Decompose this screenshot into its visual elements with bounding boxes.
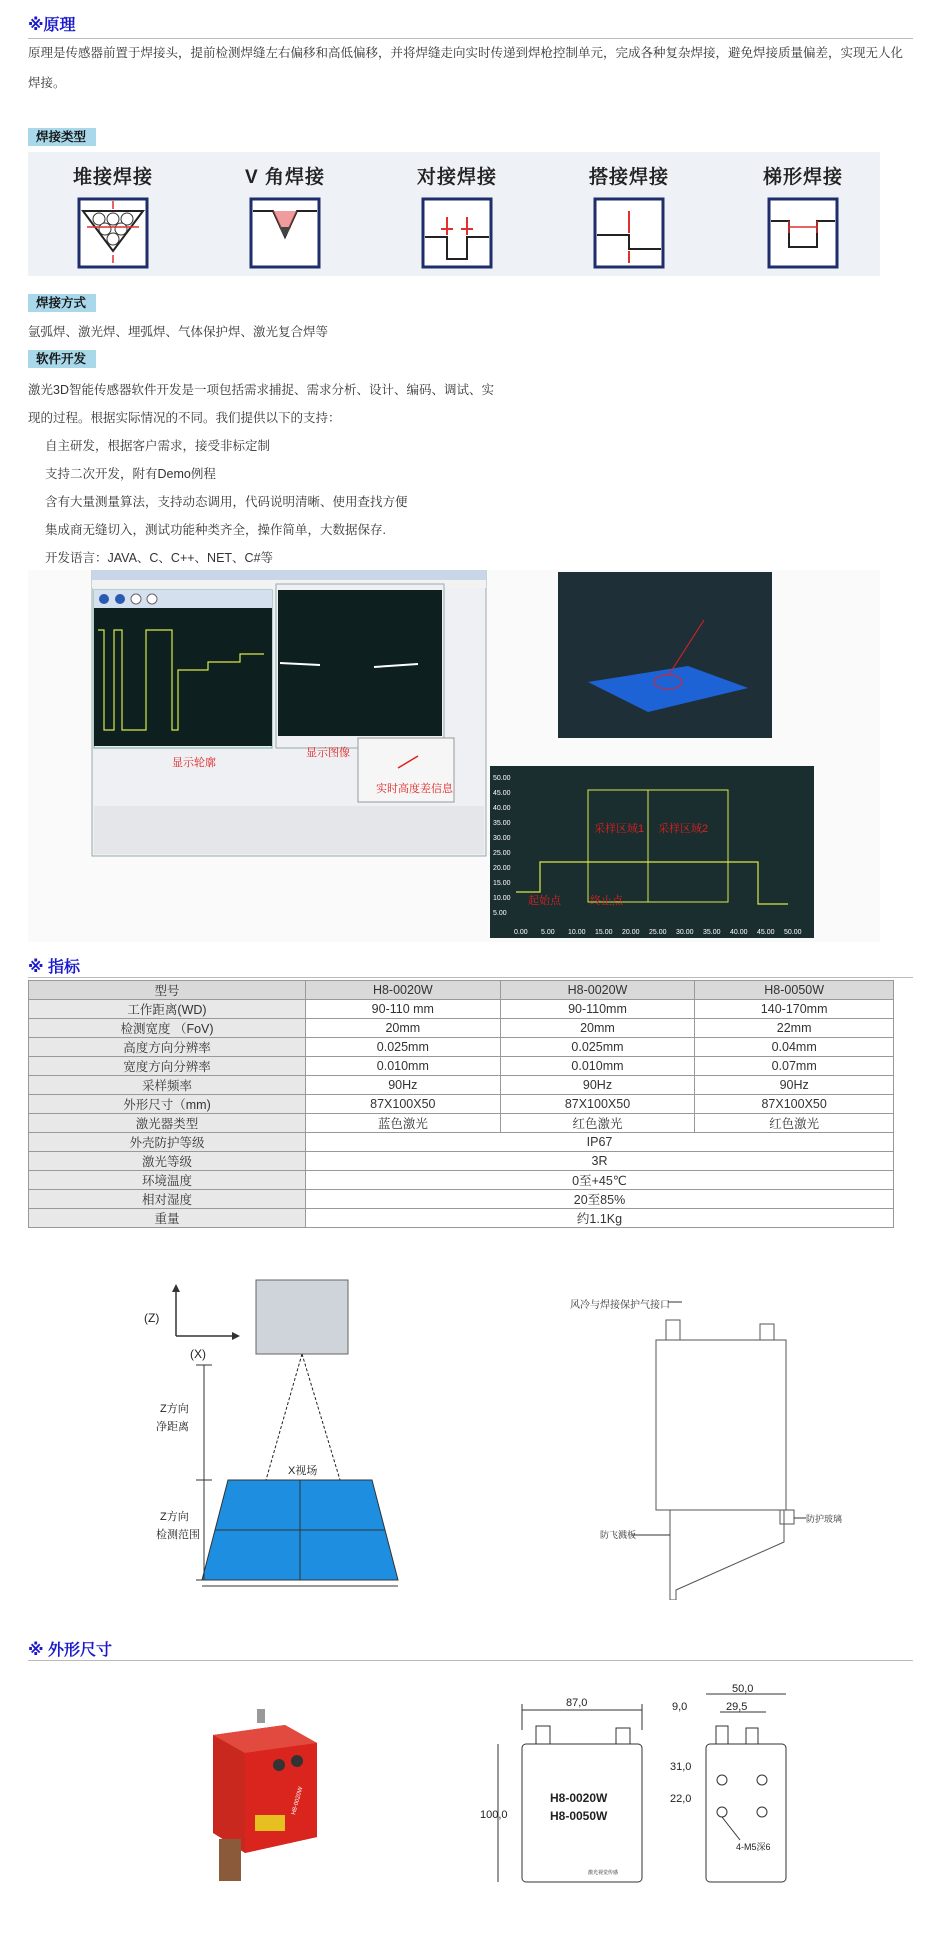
table-header-cell: H8-0020W bbox=[500, 981, 695, 1000]
caption-start: 起始点 bbox=[528, 895, 561, 907]
sensor-head bbox=[256, 1280, 348, 1354]
dim-9: 9,0 bbox=[672, 1701, 688, 1713]
table-cell: 20mm bbox=[306, 1019, 501, 1038]
table-cell: 90-110 mm bbox=[306, 1000, 501, 1019]
caption-sample1: 采样区域1 bbox=[594, 823, 645, 835]
table-cell: 相对湿度 bbox=[29, 1190, 306, 1209]
caption-sample2: 采样区域2 bbox=[658, 823, 709, 835]
weld-methods-text: 氩弧焊、激光焊、埋弧焊、气体保护焊、激光复合焊等 bbox=[28, 325, 329, 339]
table-cell: 采样频率 bbox=[29, 1076, 306, 1095]
dim-31: 31,0 bbox=[670, 1761, 692, 1773]
weld-methods-badge: 焊接方式 bbox=[28, 294, 96, 312]
x-axis-label: (X) bbox=[190, 1347, 206, 1361]
chart-y-tick: 35.00 bbox=[493, 820, 511, 827]
table-header-cell: 型号 bbox=[29, 981, 306, 1000]
table-cell: 87X100X50 bbox=[500, 1095, 695, 1114]
chart-x-tick: 50.00 bbox=[784, 929, 802, 936]
chart-x-tick: 20.00 bbox=[622, 929, 640, 936]
weld-v-label: V 角焊接 bbox=[245, 167, 325, 188]
weld-trapezoid-label: 梯形焊接 bbox=[762, 167, 843, 188]
chart-x-tick: 15.00 bbox=[595, 929, 613, 936]
table-cell: 0.010mm bbox=[306, 1057, 501, 1076]
software-intro-1: 激光3D智能传感器软件开发是一项包括需求捕捉、需求分析、设计、编码、调试、实 bbox=[28, 383, 494, 397]
chart-y-tick: 45.00 bbox=[493, 790, 511, 797]
sensor-product-photo bbox=[205, 1705, 335, 1881]
table-cell: 检测宽度 （FoV) bbox=[29, 1019, 306, 1038]
table-cell: 0至+45℃ bbox=[306, 1171, 894, 1190]
table-cell: 0.025mm bbox=[500, 1038, 695, 1057]
dimensions-title: ※ 外形尺寸 bbox=[28, 1642, 113, 1659]
table-cell: 0.010mm bbox=[500, 1057, 695, 1076]
chart-y-tick: 40.00 bbox=[493, 805, 511, 812]
weld-butt bbox=[382, 152, 532, 269]
table-cell: 90-110mm bbox=[500, 1000, 695, 1019]
shield-glass-label: 防护玻璃 bbox=[806, 1514, 843, 1524]
table-cell: 宽度方向分辨率 bbox=[29, 1057, 306, 1076]
chart-y-tick: 25.00 bbox=[493, 850, 511, 857]
chart-x-tick: 35.00 bbox=[703, 929, 721, 936]
table-row bbox=[29, 1019, 894, 1038]
model-line-2: H8-0050W bbox=[550, 1809, 608, 1823]
weld-lap bbox=[554, 152, 704, 269]
table-cell: 3R bbox=[306, 1152, 894, 1171]
table-cell: 蓝色激光 bbox=[306, 1114, 501, 1133]
table-cell: 激光器类型 bbox=[29, 1114, 306, 1133]
height-dim: 100,0 bbox=[480, 1809, 508, 1821]
software-screenshots bbox=[28, 570, 880, 942]
z-clear-label-1: Z方向 bbox=[160, 1403, 189, 1415]
table-cell: 140-170mm bbox=[695, 1000, 894, 1019]
model-line-1: H8-0020W bbox=[550, 1791, 608, 1805]
table-row bbox=[29, 1171, 894, 1190]
table-row bbox=[29, 1209, 894, 1228]
sensor-body-outline bbox=[656, 1340, 786, 1510]
spec-table bbox=[28, 980, 894, 1228]
chart-y-tick: 30.00 bbox=[493, 835, 511, 842]
table-cell: 0.04mm bbox=[695, 1038, 894, 1057]
table-cell: 90Hz bbox=[500, 1076, 695, 1095]
butt-weld-icon bbox=[421, 197, 493, 269]
chart-x-tick: 40.00 bbox=[730, 929, 748, 936]
table-cell: 22mm bbox=[695, 1019, 894, 1038]
chart-y-tick: 10.00 bbox=[493, 895, 511, 902]
table-cell: 高度方向分辨率 bbox=[29, 1038, 306, 1057]
profile-chart bbox=[490, 766, 814, 938]
z-clear-label-2: 净距离 bbox=[156, 1421, 189, 1433]
caption-profile: 显示轮廓 bbox=[172, 757, 216, 769]
width-dim: 87,0 bbox=[566, 1697, 588, 1709]
chart-y-tick: 20.00 bbox=[493, 865, 511, 872]
table-cell: 重量 bbox=[29, 1209, 306, 1228]
table-row bbox=[29, 1152, 894, 1171]
dim-22: 22,0 bbox=[670, 1793, 692, 1805]
chart-x-tick: 25.00 bbox=[649, 929, 667, 936]
chart-x-tick: 45.00 bbox=[757, 929, 775, 936]
table-cell: 0.07mm bbox=[695, 1057, 894, 1076]
table-cell: 20mm bbox=[500, 1019, 695, 1038]
chart-y-tick: 5.00 bbox=[493, 910, 507, 917]
table-header-cell: H8-0050W bbox=[695, 981, 894, 1000]
table-row bbox=[29, 1190, 894, 1209]
caption-image: 显示图像 bbox=[306, 747, 350, 759]
software-screenshot-composite bbox=[28, 570, 880, 942]
table-row bbox=[29, 1000, 894, 1019]
table-row bbox=[29, 1038, 894, 1057]
table-row bbox=[29, 1133, 894, 1152]
table-row bbox=[29, 1114, 894, 1133]
weld-trapezoid bbox=[728, 152, 878, 269]
table-cell: 外壳防护等级 bbox=[29, 1133, 306, 1152]
table-header-cell: H8-0020W bbox=[306, 981, 501, 1000]
table-cell: IP67 bbox=[306, 1133, 894, 1152]
table-cell: 红色激光 bbox=[500, 1114, 695, 1133]
measurement-range-diagram bbox=[120, 1270, 420, 1620]
software-item: 支持二次开发，附有Demo例程 bbox=[45, 467, 216, 481]
z-range-label-1: Z方向 bbox=[160, 1511, 189, 1523]
air-port-label: 风冷与焊接保护气接口 bbox=[570, 1300, 670, 1311]
software-item: 集成商无缝切入，测试功能种类齐全，操作简单，大数据保存. bbox=[45, 523, 386, 537]
software-badge: 软件开发 bbox=[28, 350, 96, 368]
chart-x-tick: 0.00 bbox=[514, 929, 528, 936]
table-cell: 外形尺寸（mm) bbox=[29, 1095, 306, 1114]
table-cell: 工作距离(WD) bbox=[29, 1000, 306, 1019]
weld-stack-label: 堆接焊接 bbox=[72, 167, 153, 188]
side-width-dim: 50,0 bbox=[732, 1684, 754, 1695]
table-cell: 87X100X50 bbox=[306, 1095, 501, 1114]
z-range-label-2: 检测范围 bbox=[156, 1529, 200, 1541]
chart-x-tick: 30.00 bbox=[676, 929, 694, 936]
screw-spec: 4-M5深6 bbox=[736, 1842, 771, 1852]
table-header-row bbox=[29, 981, 894, 1000]
weld-v bbox=[210, 152, 360, 269]
dimensions-divider bbox=[28, 1660, 913, 1661]
nameplate-text: 激光视觉传感 bbox=[588, 1870, 619, 1876]
table-cell: 激光等级 bbox=[29, 1152, 306, 1171]
weld-stack bbox=[38, 152, 188, 269]
table-row bbox=[29, 1057, 894, 1076]
side-view-sketch bbox=[570, 1280, 870, 1600]
weld-butt-label: 对接焊接 bbox=[416, 167, 497, 188]
lap-weld-icon bbox=[593, 197, 665, 269]
device-model-label: H8-0020W bbox=[291, 1786, 305, 1816]
caption-end: 终止点 bbox=[590, 895, 623, 907]
side-dimension-drawing bbox=[668, 1684, 818, 1890]
chart-x-tick: 10.00 bbox=[568, 929, 586, 936]
principle-title: ※原理 bbox=[28, 17, 76, 34]
weld-types-panel bbox=[28, 152, 880, 276]
software-intro-2: 现的过程。根据实际情况的不同。我们提供以下的支持： bbox=[28, 411, 341, 425]
trapezoid-weld-icon bbox=[767, 197, 839, 269]
table-cell: 红色激光 bbox=[695, 1114, 894, 1133]
table-cell: 90Hz bbox=[306, 1076, 501, 1095]
caption-height-info: 实时高度差信息 bbox=[376, 783, 453, 795]
software-item: 含有大量测量算法，支持动态调用，代码说明清晰、使用查找方便 bbox=[45, 495, 408, 509]
front-dimension-drawing bbox=[480, 1690, 680, 1890]
dim-29-5: 29,5 bbox=[726, 1701, 748, 1713]
stack-weld-icon bbox=[77, 197, 149, 269]
table-cell: 87X100X50 bbox=[695, 1095, 894, 1114]
chart-x-tick: 5.00 bbox=[541, 929, 555, 936]
weld-lap-label: 搭接焊接 bbox=[588, 167, 669, 188]
v-weld-icon bbox=[249, 197, 321, 269]
table-cell: 0.025mm bbox=[306, 1038, 501, 1057]
principle-text: 原理是传感器前置于焊接头，提前检测焊缝左右偏移和高低偏移，并将焊缝走向实时传递到焊枪控制单元，完成各种复杂焊接，避免焊接质量偏差，实现无人化焊接。 bbox=[28, 46, 904, 90]
table-cell: 约1.1Kg bbox=[306, 1209, 894, 1228]
chart-y-tick: 15.00 bbox=[493, 880, 511, 887]
table-cell: 环境温度 bbox=[29, 1171, 306, 1190]
table-row bbox=[29, 1095, 894, 1114]
table-cell: 20至85% bbox=[306, 1190, 894, 1209]
z-axis-label: (Z) bbox=[144, 1311, 160, 1325]
weld-types-badge: 焊接类型 bbox=[28, 128, 96, 146]
table-cell: 90Hz bbox=[695, 1076, 894, 1095]
software-item: 自主研发，根据客户需求，接受非标定制 bbox=[45, 439, 271, 453]
table-row bbox=[29, 1076, 894, 1095]
x-fov-label: X视场 bbox=[288, 1465, 318, 1477]
specs-divider bbox=[28, 977, 913, 978]
splash-plate-label: 防飞溅板 bbox=[600, 1530, 637, 1540]
software-item: 开发语言：JAVA、C、C++、NET、C#等 bbox=[45, 551, 274, 565]
chart-y-tick: 50.00 bbox=[493, 775, 511, 782]
specs-title: ※ 指标 bbox=[28, 959, 81, 976]
